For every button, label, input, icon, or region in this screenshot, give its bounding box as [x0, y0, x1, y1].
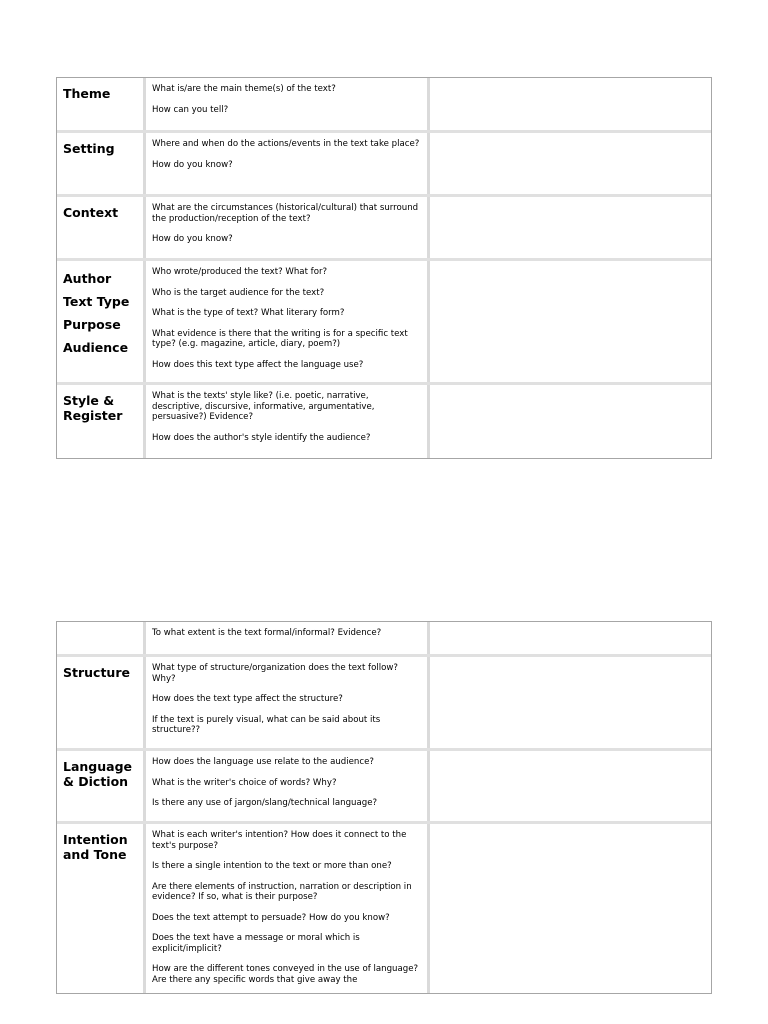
row-questions	[146, 385, 430, 458]
question-text: Does the text have a message or moral which is explicit/implicit?	[152, 933, 360, 954]
answer-cell[interactable]	[430, 751, 711, 821]
question-text: How does the language use relate to the audience?	[152, 757, 374, 767]
table-row-style-register	[57, 385, 711, 458]
row-questions	[146, 197, 430, 258]
row-questions	[146, 751, 430, 821]
question-text: How does this text type affect the language use?	[152, 359, 364, 370]
row-label	[57, 197, 146, 258]
question-text: How does the text type affect the structure?	[152, 694, 343, 704]
row-questions	[146, 622, 430, 654]
question-text: To what extent is the text formal/informal? Evidence?	[152, 628, 382, 638]
table-row-theme	[57, 78, 711, 133]
analysis-table-2	[56, 621, 712, 994]
row-questions	[146, 657, 430, 748]
row-label	[57, 385, 146, 458]
row-label-text: Theme	[63, 86, 111, 101]
row-label-text: Context	[63, 205, 119, 220]
question-text: Are there elements of instruction, narration or description in evidence? If so, what is their purpose?	[152, 881, 412, 902]
question-text: What is the type of text? What literary form?	[152, 308, 345, 318]
row-label-text: Audience	[63, 340, 129, 355]
question-text: What are the circumstances (historical/cultural) that surround the production/reception of the text?	[152, 203, 419, 224]
answer-cell[interactable]	[430, 197, 711, 258]
question-text: Where and when do the actions/events in the text take place?	[152, 139, 420, 149]
answer-cell[interactable]	[430, 824, 711, 993]
question-text: Who is the target audience for the text?	[152, 287, 325, 298]
row-label	[57, 261, 146, 382]
row-questions	[146, 78, 430, 130]
row-label	[57, 657, 146, 748]
question-text: What is the texts' style like? (i.e. poetic, narrative, descriptive, discursive, informative, argumentative, persuasive?) Evidence?	[152, 391, 375, 422]
row-questions	[146, 261, 430, 382]
question-text: How do you know?	[152, 159, 233, 170]
row-label-text: Setting	[63, 141, 115, 156]
table-row-language-diction	[57, 751, 711, 824]
row-label-text: Style & Register	[63, 393, 123, 423]
row-label	[57, 78, 146, 130]
answer-cell[interactable]	[430, 657, 711, 748]
question-text: What is/are the main theme(s) of the text?	[152, 84, 336, 94]
answer-cell[interactable]	[430, 622, 711, 654]
row-label	[57, 824, 146, 993]
row-questions	[146, 824, 430, 993]
table-row-context	[57, 197, 711, 261]
table-row-setting	[57, 133, 711, 197]
table-row-author	[57, 261, 711, 385]
row-label	[57, 622, 146, 654]
answer-cell[interactable]	[430, 133, 711, 194]
row-questions	[146, 133, 430, 194]
question-text: How do you know?	[152, 234, 233, 244]
row-label-text: Structure	[63, 665, 130, 680]
question-text: What is each writer's intention? How does it connect to the text's purpose?	[152, 830, 407, 851]
table-row-structure	[57, 657, 711, 751]
row-label	[57, 751, 146, 821]
row-label-text: Purpose	[63, 317, 121, 332]
analysis-table-1	[56, 77, 712, 459]
question-text: Is there a single intention to the text or more than one?	[152, 861, 392, 871]
question-text: How does the author's style identify the audience?	[152, 432, 371, 443]
row-label-text: Author	[63, 271, 112, 286]
row-label-text: Intention and Tone	[63, 832, 128, 862]
question-text: Is there any use of jargon/slang/technical language?	[152, 798, 378, 808]
table-row-formality	[57, 622, 711, 657]
question-text: How can you tell?	[152, 104, 229, 115]
row-label	[57, 133, 146, 194]
row-label-text: Text Type	[63, 294, 130, 309]
question-text: Who wrote/produced the text? What for?	[152, 267, 328, 277]
question-text: How are the different tones conveyed in the use of language? Are there any specific words that give away the	[152, 964, 419, 985]
question-text: What evidence is there that the writing is for a specific text type? (e.g. magazine, article, diary, poem?)	[152, 328, 408, 349]
question-text: What type of structure/organization does the text follow? Why?	[152, 663, 398, 684]
question-text: What is the writer's choice of words? Why?	[152, 777, 337, 788]
answer-cell[interactable]	[430, 261, 711, 382]
answer-cell[interactable]	[430, 78, 711, 130]
row-label-text: Language & Diction	[63, 759, 133, 789]
question-text: If the text is purely visual, what can be said about its structure??	[152, 714, 381, 735]
table-row-intention-tone	[57, 824, 711, 993]
question-text: Does the text attempt to persuade? How do you know?	[152, 912, 390, 923]
answer-cell[interactable]	[430, 385, 711, 458]
